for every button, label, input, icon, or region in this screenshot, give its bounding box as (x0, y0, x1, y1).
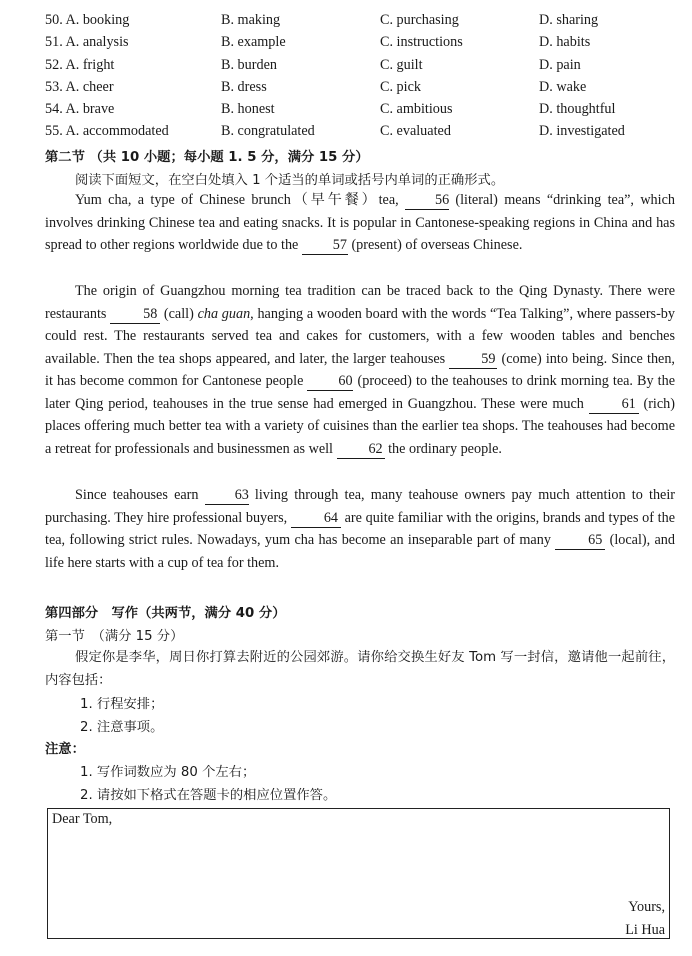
option-d: D. sharing (539, 12, 599, 28)
blank-62[interactable]: 62 (337, 440, 385, 459)
option-c: C. guilt (380, 56, 423, 73)
passage-text: the ordinary people. (384, 440, 502, 457)
section-2-heading: 第二节 （共 10 小题；每小题 1. 5 分，满分 15 分） (45, 150, 369, 165)
italic-term: cha guan (197, 305, 251, 322)
passage-text: The origin of Guangzhou morning tea tradition can be traced back to the Qing Dynasty. There were restaurants (45, 283, 675, 322)
options-table (45, 9, 685, 143)
blank-60[interactable]: 60 (307, 372, 353, 391)
passage-text: (rich) places offering much better tea with a variety of cuisines than the earlier tea shops. The teahouses had become a retreat for professionals and businessmen as well (45, 395, 675, 457)
blank-57[interactable]: 57 (302, 236, 348, 255)
blank-65[interactable]: 65 (555, 531, 605, 550)
passage-text: (present) of overseas Chinese. (347, 237, 523, 253)
blank-58[interactable]: 58 (110, 305, 160, 324)
writing-prompt: 假定你是李华，周日你打算去附近的公园郊游。请你给交换生好友 Tom 写一封信，邀请他一起前往，内容包括： (45, 650, 675, 688)
passage-text: (literal) means “drinking tea”, which involves drinking Chinese tea and eating snacks. It is popular in Cantonese-speaking regions in China and has spread to other regions worldwide due to the (45, 192, 675, 253)
passage-text: (proceed) to the teahouses to drink morning tea. By the later Qing period, teahouses in the true sense had emerged in Guangzhou. These were much (45, 373, 675, 412)
letter-answer-box[interactable] (47, 808, 670, 939)
section-2-instruction: 阅读下面短文，在空白处填入 1 个适当的单词或括号内单词的正确形式。 (75, 173, 505, 188)
option-b: B. congratulated (221, 123, 315, 140)
passage-paragraph-1 (45, 189, 675, 257)
option-row-54 (45, 98, 685, 120)
option-a: 54. A. brave (45, 101, 115, 118)
blank-56[interactable]: 56 (405, 191, 449, 210)
option-d: D. pain (539, 56, 581, 73)
writing-item-1: 1. 行程安排； (80, 697, 164, 712)
note-title: 注意： (45, 742, 85, 757)
option-a: 55. A. accommodated (45, 123, 169, 140)
option-d: D. wake (539, 78, 587, 95)
blank-64[interactable]: 64 (291, 509, 341, 528)
option-row-51 (45, 31, 685, 53)
option-b: B. honest (221, 101, 275, 118)
option-c: C. ambitious (380, 101, 453, 118)
option-c: C. purchasing (380, 12, 459, 28)
option-row-53 (45, 76, 685, 98)
option-c: C. instructions (380, 34, 463, 51)
blank-59[interactable]: 59 (449, 350, 497, 369)
passage-text: , hanging a wooden board with the words “Tea Talking”, where passers-by could rest. The restaurants served tea and cakes for customers, with a few wooden tables and benches available. Then the tea shops appeared, and later, the larger teahouses (45, 305, 675, 367)
letter-signature: Li Hua (625, 922, 665, 938)
option-a: 50. A. booking (45, 12, 130, 28)
letter-closing: Yours, (628, 899, 665, 915)
blank-63[interactable]: 63 (205, 486, 249, 505)
passage-text: (come) into being. Since then, it has become common for Cantonese people (45, 350, 675, 389)
part-4-heading: 第四部分 写作（共两节，满分 40 分） (45, 606, 286, 621)
option-row-50 (45, 9, 685, 31)
writing-item-2: 2. 注意事项。 (80, 720, 164, 735)
passage-text: are quite familiar with the origins, brands and types of the tea, following strict rules. Nowadays, yum cha has become an inseparable part of many (45, 509, 676, 548)
note-1: 1. 写作词数应为 80 个左右； (80, 765, 256, 780)
option-d: D. thoughtful (539, 101, 616, 118)
option-c: C. pick (380, 78, 421, 95)
blank-61[interactable]: 61 (589, 395, 639, 414)
option-a: 53. A. cheer (45, 78, 114, 95)
passage-text: (call) (160, 305, 198, 322)
passage-text: (local), and life here starts with a cup of tea for them. (45, 532, 675, 571)
option-row-55 (45, 120, 685, 142)
letter-greeting: Dear Tom, (52, 811, 113, 827)
option-b: B. example (221, 34, 286, 51)
option-d: D. habits (539, 34, 591, 51)
option-row-52 (45, 54, 685, 76)
option-a: 52. A. fright (45, 56, 115, 73)
part-4-sub-heading: 第一节 （满分 15 分） (45, 629, 184, 644)
passage-text: Yum cha, a type of Chinese brunch（早午餐）tea, (75, 192, 406, 208)
passage-text: living through tea, many teahouse owners pay much attention to their purchasing. They hire professional buyers, (45, 487, 675, 526)
passage-paragraph-2 (45, 280, 675, 460)
option-a: 51. A. analysis (45, 34, 129, 51)
passage-paragraph-3 (45, 484, 675, 574)
option-c: C. evaluated (380, 123, 451, 140)
option-d: D. investigated (539, 123, 625, 140)
option-b: B. making (221, 12, 281, 28)
passage-text: Since teahouses earn (75, 487, 205, 503)
note-2: 2. 请按如下格式在答题卡的相应位置作答。 (80, 788, 337, 803)
option-b: B. burden (221, 56, 277, 73)
option-b: B. dress (221, 78, 267, 95)
